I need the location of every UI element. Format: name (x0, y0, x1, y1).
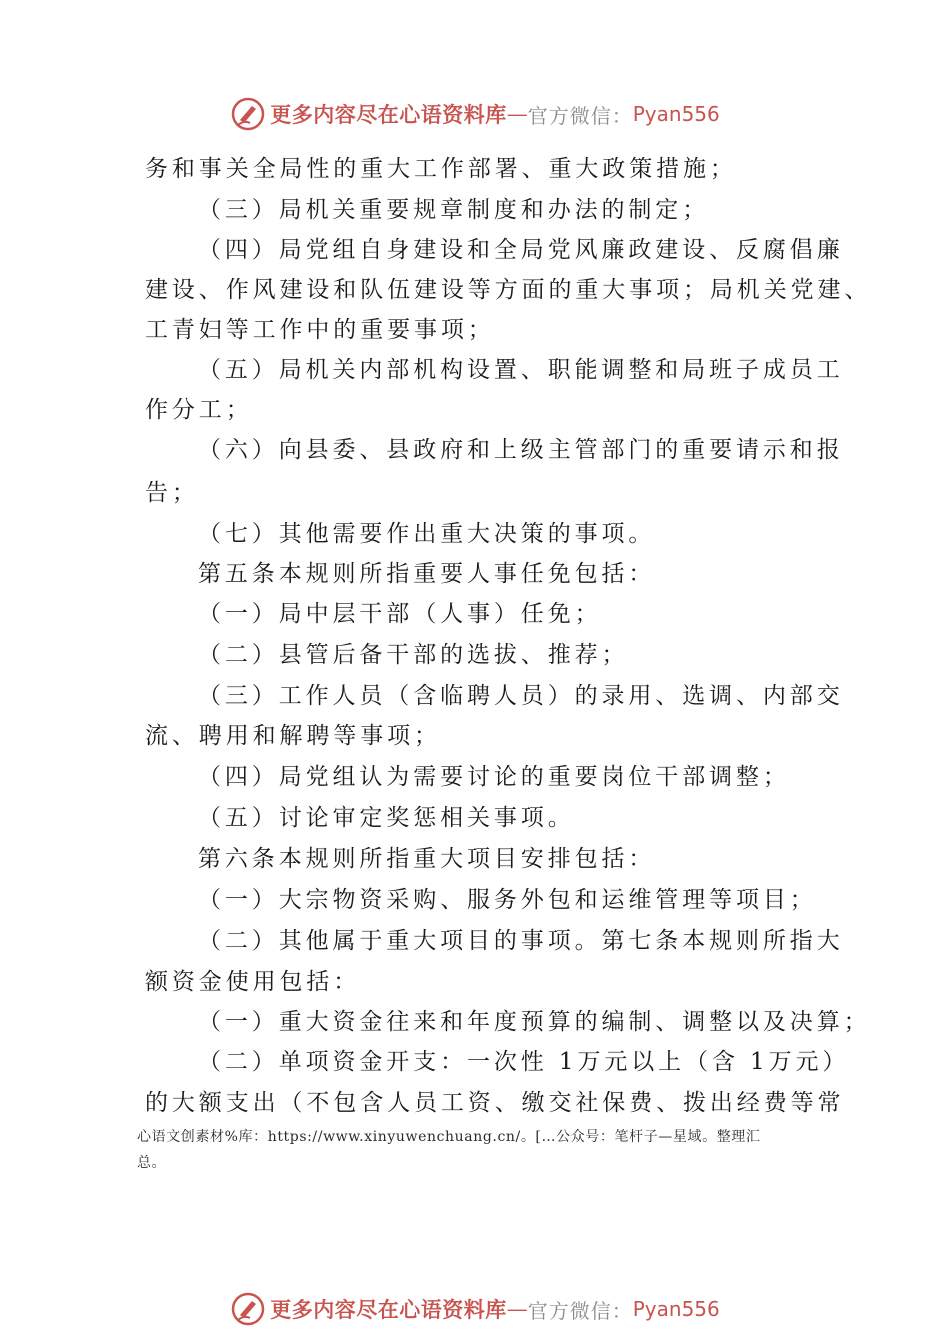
text-line: 告； (145, 480, 199, 506)
text-line: （五）局机关内部机构设置、职能调整和局班子成员工 (198, 357, 844, 383)
banner-separator: — (506, 102, 528, 126)
text-line: 务和事关全局性的重大工作部署、重大政策措施； (145, 156, 737, 182)
text-line: （七）其他需要作出重大决策的事项。 (198, 521, 656, 547)
text-line: （四）局党组自身建设和全局党风廉政建设、反腐倡廉 (198, 237, 844, 263)
banner-wechat-id: Pyan556 (632, 1297, 720, 1321)
text-line: （五）讨论审定奖惩相关事项。 (198, 805, 575, 831)
footnote-line: 心语文创素材%库：https://www.xinyuwenchuang.cn/。[…公众号：笔杆子—星域。整理汇 (137, 1129, 761, 1145)
banner-wechat-label: 官方微信： (527, 1298, 633, 1323)
banner-wechat-label: 官方微信： (527, 103, 633, 128)
banner-separator: — (506, 1297, 528, 1321)
text-line: 的大额支出（不包含人员工资、缴交社保费、拨出经费等常 (145, 1090, 845, 1116)
footnote-line: 总。 (137, 1155, 167, 1171)
header-banner (0, 92, 950, 136)
text-line: 第六条本规则所指重大项目安排包括： (198, 846, 656, 872)
text-line: （四）局党组认为需要讨论的重要岗位干部调整； (198, 764, 790, 790)
text-line: （一）重大资金往来和年度预算的编制、调整以及决算； (198, 1009, 871, 1035)
text-line: （一）局中层干部（人事）任免； (198, 601, 602, 627)
text-line: 工青妇等工作中的重要事项； (145, 317, 495, 343)
brand-logo-icon (230, 96, 266, 132)
text-line: （二）其他属于重大项目的事项。第七条本规则所指大 (198, 928, 844, 954)
text-line: （二）县管后备干部的选拔、推荐； (198, 642, 629, 668)
text-line: 流、聘用和解聘等事项； (145, 723, 441, 749)
footer-banner (0, 1287, 950, 1331)
text-line: （三）局机关重要规章制度和办法的制定； (198, 197, 710, 223)
text-line: （一）大宗物资采购、服务外包和运维管理等项目； (198, 887, 817, 913)
text-line: （三）工作人员（含临聘人员）的录用、选调、内部交 (198, 683, 844, 709)
banner-brand: 更多内容尽在心语资料库 (270, 1297, 507, 1322)
banner-wechat-id: Pyan556 (632, 102, 720, 126)
text-line: 额资金使用包括： (145, 969, 361, 995)
text-line: 作分工； (145, 397, 253, 423)
brand-logo-icon (230, 1291, 266, 1327)
banner-brand: 更多内容尽在心语资料库 (270, 102, 507, 127)
text-line: （二）单项资金开支：一次性 1万元以上（含 1万元） (198, 1049, 850, 1075)
text-line: 建设、作风建设和队伍建设等方面的重大事项；局机关党建、 (145, 277, 872, 303)
text-line: 第五条本规则所指重要人事任免包括： (198, 561, 656, 587)
text-line: （六）向县委、县政府和上级主管部门的重要请示和报 (198, 437, 844, 463)
